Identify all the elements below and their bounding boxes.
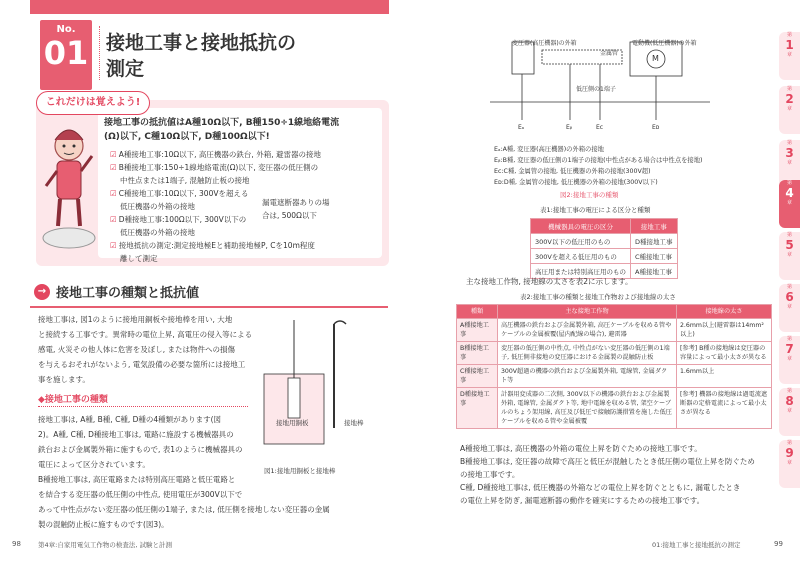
- diagram-label-motor: 電動機(低圧機器)の外箱: [632, 40, 697, 47]
- table2: [456, 304, 772, 429]
- ground-label: Eᵦ: [566, 124, 573, 131]
- table1-header: 機械器具の電圧の区分: [531, 219, 631, 234]
- page-number-right: 99: [774, 540, 783, 548]
- header-bar: [30, 0, 389, 14]
- chapter-tab-7[interactable]: 第 7 章: [779, 336, 800, 384]
- table2-header: 接地線の太さ: [677, 305, 772, 319]
- key-item: ☑ A種接地工事:10Ω以下, 高圧機器の鉄台, 外箱, 避雷器の接地: [110, 150, 321, 159]
- checkbox-icon: ☑: [110, 189, 117, 198]
- checkbox-icon: ☑: [110, 215, 117, 224]
- section-title: 接地工事の種類と抵抗値: [56, 286, 200, 301]
- table-row: 高圧用または特別高圧用のもの A種接地工事: [531, 264, 678, 279]
- key-item-cont: 低圧機器の外箱の接地: [120, 202, 195, 211]
- chapter-tab-1[interactable]: 第 1 章: [779, 32, 800, 80]
- key-item-cont: 低圧機器の外箱の接地: [120, 228, 195, 237]
- table-row: 300Vを超える低圧用のもの C種接地工事: [531, 249, 678, 264]
- figure2-caption: 図2:接地工事の種類: [560, 191, 619, 199]
- subheading-underline: [38, 406, 248, 407]
- table2-header: 主な接地工作物: [498, 305, 677, 319]
- closing-paragraph: A種接地工事は, 高圧機器の外箱の電位上昇を防ぐための接地工事です。 B種接地工事は, 変圧器の故障で高圧と低圧が混触したとき低圧側の電位上昇を防ぐため の接地工事です。 C種, D種接地工事は, 低圧機器の外箱などの電位上昇を防ぐとともに, 漏電したとき の電位上昇を防ぎ, 漏電遮断器の動作を確実にするための接地工事です。: [460, 444, 755, 505]
- fig1-label-rod: 接地棒: [344, 419, 364, 427]
- checkbox-icon: ☑: [110, 163, 117, 172]
- ground-label: Eₐ: [518, 124, 525, 131]
- page-title-line2: 測定: [106, 58, 145, 80]
- ground-label: Eᴄ: [596, 124, 604, 131]
- diagram-label-transformer: 変圧器(高圧機器)の外箱: [512, 40, 577, 47]
- table1-header: 接地工事: [631, 219, 678, 234]
- mascot-illustration: [40, 116, 98, 256]
- fig1-label-plate: 接地用銅板: [276, 419, 309, 427]
- lesson-number: 01: [43, 34, 89, 72]
- legend: Eₐ:A種, 変圧器(高圧機器)の外箱の接地 Eᵦ:B種, 変圧器の低圧側の1端子の接地(中性点がある場合は中性点を接地) Eᴄ:C種, 金属管の接地, 低圧機器の外箱の接地(300V超) Eᴅ:D種, 金属管の接地, 低圧機器の外箱の接地(300V以下): [494, 146, 703, 186]
- table1-caption: 表1:接地工事の電圧による区分と種類: [540, 206, 651, 214]
- key-item: ☑ B種接地工事:150÷1線地絡電流(Ω)以下, 変圧器の低圧側の: [110, 163, 319, 172]
- figure1-drawing: [262, 318, 388, 468]
- key-summary: [104, 116, 382, 144]
- chapter-tab-9[interactable]: 第 9 章: [779, 440, 800, 488]
- subheading: ◆接地工事の種類: [38, 395, 108, 405]
- title-divider: [99, 26, 101, 80]
- diagram-label-metal-pipe: 金属管: [600, 50, 619, 57]
- table-row: A種接地工事 高圧機器の鉄台および金属製外箱, 高圧ケーブルを収める管やケーブルの金属被覆(屋内配線の場合), 避雷器 2.6mm以上(避雷器は14mm²以上): [457, 319, 772, 342]
- ground-label: Eᴅ: [652, 124, 660, 131]
- checkbox-icon: ☑: [110, 150, 117, 159]
- diagram-label-low-side: 低圧側の1端子: [576, 86, 616, 93]
- motor-symbol: M: [652, 54, 659, 63]
- types-paragraph: 接地工事は, A種, B種, C種, D種の4種類があります(図 2)。A種, C種, D種接地工事は, 電路に施設する機械器具の 鉄台および金属製外箱に施すもので, 表1のように機械器具の 電圧によって区分されています。 B種接地工事は, 高圧電路または特別高圧電路と低圧電路と を結合する変圧器の低圧側の中性点, 使用電圧が300V以下で あって中性点がない変圧器の低圧側の1端子, または, 低圧側を接地しない変圧器の金属 製の混触防止板に施すものです(図3)。: [38, 415, 330, 529]
- chapter-tab-6[interactable]: 第 6 章: [779, 284, 800, 332]
- memorize-bubble: これだけは覚えよう!: [36, 91, 150, 115]
- lesson-number-label: No.: [56, 24, 76, 35]
- key-item: ☑ 接地抵抗の測定:測定接地極Eと補助接地極P, Cを10m程度: [110, 241, 315, 250]
- page-title-line1: 接地工事と接地抵抗の: [106, 32, 297, 54]
- chapter-tab-5[interactable]: 第 5 章: [779, 232, 800, 280]
- footer-left: 第4章:自家用電気工作物の検査法, 試験と計測: [38, 541, 172, 549]
- key-item: ☑ C種接地工事:10Ω以下, 300Vを超える: [110, 189, 249, 198]
- checkbox-icon: ☑: [110, 241, 117, 250]
- intro-paragraph: 接地工事は, 図1のように接地用銅板や接地棒を用い, 大地 と接続する工事です。異常時の電位上昇, 高電圧の侵入等による 感電, 火災その他人体に危害を及ぼし, または物件への損傷 を与えるおそれがないよう, 電気設備の必要な箇所には接地工 事を施します。: [38, 315, 253, 384]
- table-row: C種接地工事 300V超過の機器の鉄台および金属製外箱, 電線管, 金属ダクト等 1.6mm以上: [457, 365, 772, 388]
- key-item-cont: 離して測定: [120, 254, 158, 263]
- chapter-tab-3[interactable]: 第 3 章: [779, 140, 800, 188]
- chapter-tab-2[interactable]: 第 2 章: [779, 86, 800, 134]
- footer-right: 01:接地工事と接地抵抗の測定: [652, 541, 741, 549]
- lesson-number-box: [40, 20, 92, 90]
- key-item: ☑ D種接地工事:100Ω以下, 300V以下の: [110, 215, 247, 224]
- table1: [530, 218, 678, 279]
- section-underline: [30, 306, 388, 308]
- note-box: 漏電遮断器ありの場 合は, 500Ω以下: [262, 198, 330, 220]
- table-row: B種接地工事 変圧器の低圧側の中性点, 中性点がない変圧器の低圧側の1端子, 低圧側非接地の変圧器における金属製の混触防止板 [参考] B種の接地線は変圧器の容量によって最小太さが異なる: [457, 342, 772, 365]
- table2-intro: 主な接地工作物, 接地線の太さを表2に示します。: [466, 277, 633, 286]
- section-heading: [30, 280, 388, 306]
- key-summary-line1: 接地工事の抵抗値はA種10Ω以下, B種150÷1線地絡電流: [104, 118, 340, 128]
- chapter-tab-4-active[interactable]: 第 4 章: [779, 180, 800, 228]
- table2-header: 種類: [457, 305, 498, 319]
- chapter-tab-8[interactable]: 第 8 章: [779, 388, 800, 436]
- arrow-icon: →: [34, 284, 50, 300]
- table-row: 300V以下の低圧用のもの D種接地工事: [531, 234, 678, 249]
- figure2-diagram: [480, 10, 720, 140]
- key-item-cont: 中性点または1端子, 混触防止板の接地: [120, 176, 250, 185]
- page-number-left: 98: [12, 540, 21, 548]
- key-summary-line2: (Ω)以下, C種10Ω以下, D種100Ω以下!: [104, 132, 270, 142]
- table-row: D種接地工事 計器用変成器の二次側, 300V以下の機器の鉄台および金属製外箱, 電線管, 金属ダクト等, 地中電線を収める管, 架空ケーブルのちょう架用線, 高圧及び低圧で接触防護措置を施した低圧ケーブルを収める管や金属被覆 [参考] 機器の接地線は過電流遮断器の定格電流によって最小太さが異なる: [457, 388, 772, 429]
- page-title: [106, 30, 296, 82]
- figure1-caption: 図1:接地用銅板と接地棒: [264, 467, 336, 475]
- table2-caption: 表2:接地工事の種類と接地工作物および接地線の太さ: [520, 293, 676, 301]
